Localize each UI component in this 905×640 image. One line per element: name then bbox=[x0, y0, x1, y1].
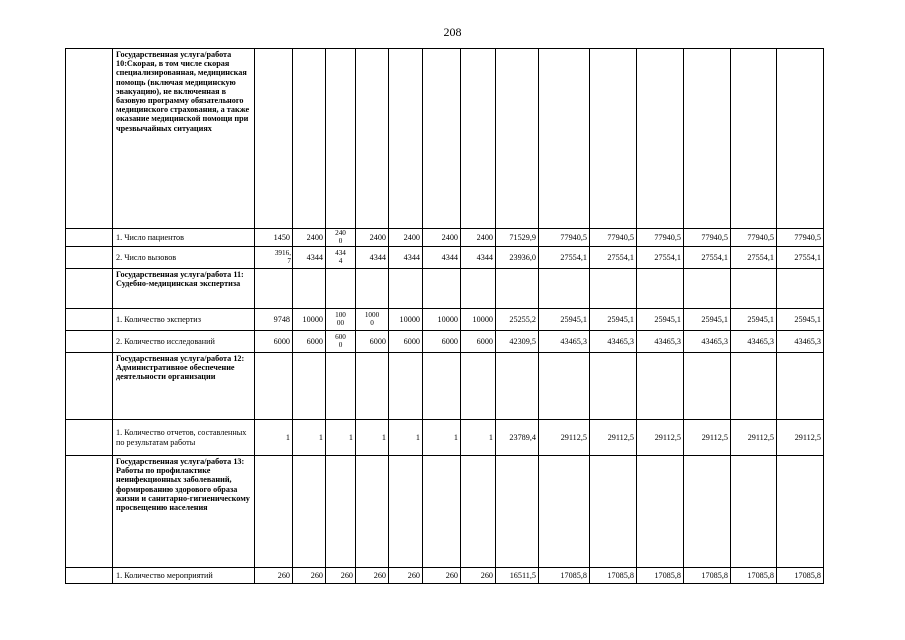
blank-cell bbox=[637, 49, 684, 229]
blank-cell bbox=[326, 353, 356, 420]
value-cell: 1 bbox=[461, 420, 496, 456]
value-cell: 1 bbox=[255, 420, 293, 456]
value-cell: 2400 bbox=[423, 229, 461, 247]
blank-cell bbox=[66, 247, 113, 269]
blank-cell bbox=[461, 269, 496, 309]
value-cell: 10000 bbox=[293, 309, 326, 331]
blank-cell bbox=[496, 353, 539, 420]
blank-cell bbox=[777, 49, 824, 229]
value-cell: 4344 bbox=[461, 247, 496, 269]
value-cell: 6000 bbox=[389, 331, 423, 353]
blank-cell bbox=[66, 49, 113, 229]
section-title: Государственная услуга/работа 13: Работы по профилактике неинфекционных заболеваний, формированию здорового образа жизни и санитарно-гигиеническому просвещению населения bbox=[113, 456, 255, 568]
indicator-label: 1. Количество экспертиз bbox=[113, 309, 255, 331]
blank-cell bbox=[777, 353, 824, 420]
table-row bbox=[66, 420, 824, 456]
blank-cell bbox=[777, 456, 824, 568]
value-cell: 71529,9 bbox=[496, 229, 539, 247]
blank-cell bbox=[731, 269, 777, 309]
value-cell: 1000 0 bbox=[356, 309, 389, 331]
blank-cell bbox=[66, 568, 113, 584]
blank-cell bbox=[326, 49, 356, 229]
value-cell: 43465,3 bbox=[637, 331, 684, 353]
blank-cell bbox=[389, 49, 423, 229]
value-cell: 260 bbox=[293, 568, 326, 584]
value-cell: 77940,5 bbox=[777, 229, 824, 247]
blank-cell bbox=[539, 49, 590, 229]
blank-cell bbox=[637, 269, 684, 309]
blank-cell bbox=[496, 49, 539, 229]
blank-cell bbox=[684, 49, 731, 229]
blank-cell bbox=[684, 353, 731, 420]
value-cell: 29112,5 bbox=[637, 420, 684, 456]
value-cell: 77940,5 bbox=[539, 229, 590, 247]
value-cell: 100 00 bbox=[326, 309, 356, 331]
value-cell: 4344 bbox=[356, 247, 389, 269]
section-title: Государственная услуга/работа 11: Судебно-медицинская экспертиза bbox=[113, 269, 255, 309]
value-cell: 260 bbox=[356, 568, 389, 584]
blank-cell bbox=[731, 353, 777, 420]
budget-table bbox=[65, 48, 824, 584]
indicator-label: 1. Количество отчетов, составленных по результатам работы bbox=[113, 420, 255, 456]
blank-cell bbox=[539, 353, 590, 420]
value-cell: 2400 bbox=[389, 229, 423, 247]
value-cell: 1 bbox=[423, 420, 461, 456]
blank-cell bbox=[356, 456, 389, 568]
blank-cell bbox=[590, 49, 637, 229]
value-cell: 25945,1 bbox=[539, 309, 590, 331]
table-row bbox=[66, 229, 824, 247]
indicator-label: 1. Число пациентов bbox=[113, 229, 255, 247]
value-cell: 29112,5 bbox=[539, 420, 590, 456]
value-cell: 260 bbox=[389, 568, 423, 584]
value-cell: 23789,4 bbox=[496, 420, 539, 456]
value-cell: 1450 bbox=[255, 229, 293, 247]
blank-cell bbox=[356, 353, 389, 420]
page-number: 208 bbox=[443, 25, 462, 39]
value-cell: 10000 bbox=[389, 309, 423, 331]
value-cell: 77940,5 bbox=[590, 229, 637, 247]
section-title: Государственная услуга/работа 12: Административное обеспечение деятельности организации bbox=[113, 353, 255, 420]
blank-cell bbox=[66, 229, 113, 247]
table-row bbox=[66, 247, 824, 269]
value-cell: 77940,5 bbox=[731, 229, 777, 247]
value-cell: 6000 bbox=[461, 331, 496, 353]
blank-cell bbox=[731, 49, 777, 229]
blank-cell bbox=[423, 269, 461, 309]
blank-cell bbox=[423, 456, 461, 568]
value-cell: 2400 bbox=[461, 229, 496, 247]
value-cell: 240 0 bbox=[326, 229, 356, 247]
blank-cell bbox=[684, 269, 731, 309]
blank-cell bbox=[356, 49, 389, 229]
value-cell: 1 bbox=[293, 420, 326, 456]
value-cell: 6000 bbox=[356, 331, 389, 353]
section-header-row bbox=[66, 456, 824, 568]
value-cell: 43465,3 bbox=[590, 331, 637, 353]
value-cell: 43465,3 bbox=[731, 331, 777, 353]
value-cell: 1 bbox=[356, 420, 389, 456]
blank-cell bbox=[461, 456, 496, 568]
value-cell: 77940,5 bbox=[684, 229, 731, 247]
value-cell: 1 bbox=[326, 420, 356, 456]
blank-cell bbox=[590, 456, 637, 568]
value-cell: 25255,2 bbox=[496, 309, 539, 331]
blank-cell bbox=[684, 456, 731, 568]
value-cell: 260 bbox=[255, 568, 293, 584]
value-cell: 6000 bbox=[255, 331, 293, 353]
value-cell: 25945,1 bbox=[684, 309, 731, 331]
blank-cell bbox=[389, 353, 423, 420]
blank-cell bbox=[461, 49, 496, 229]
blank-cell bbox=[293, 456, 326, 568]
blank-cell bbox=[777, 269, 824, 309]
section-header-row bbox=[66, 269, 824, 309]
value-cell: 6000 bbox=[293, 331, 326, 353]
value-cell: 6000 bbox=[423, 331, 461, 353]
blank-cell bbox=[423, 353, 461, 420]
blank-cell bbox=[731, 456, 777, 568]
value-cell: 17085,8 bbox=[590, 568, 637, 584]
blank-cell bbox=[389, 456, 423, 568]
blank-cell bbox=[496, 456, 539, 568]
value-cell: 27554,1 bbox=[777, 247, 824, 269]
value-cell: 25945,1 bbox=[637, 309, 684, 331]
indicator-label: 1. Количество мероприятий bbox=[113, 568, 255, 584]
blank-cell bbox=[590, 269, 637, 309]
blank-cell bbox=[255, 353, 293, 420]
blank-cell bbox=[66, 420, 113, 456]
value-cell: 600 0 bbox=[326, 331, 356, 353]
value-cell: 42309,5 bbox=[496, 331, 539, 353]
value-cell: 10000 bbox=[423, 309, 461, 331]
value-cell: 29112,5 bbox=[590, 420, 637, 456]
value-cell: 29112,5 bbox=[731, 420, 777, 456]
section-header-row bbox=[66, 49, 824, 229]
value-cell: 27554,1 bbox=[684, 247, 731, 269]
blank-cell bbox=[326, 456, 356, 568]
value-cell: 25945,1 bbox=[731, 309, 777, 331]
blank-cell bbox=[539, 269, 590, 309]
value-cell: 434 4 bbox=[326, 247, 356, 269]
blank-cell bbox=[66, 331, 113, 353]
value-cell: 27554,1 bbox=[637, 247, 684, 269]
value-cell: 3916, 7 bbox=[255, 247, 293, 269]
blank-cell bbox=[539, 456, 590, 568]
section-header-row bbox=[66, 353, 824, 420]
blank-cell bbox=[389, 269, 423, 309]
value-cell: 4344 bbox=[293, 247, 326, 269]
value-cell: 43465,3 bbox=[777, 331, 824, 353]
blank-cell bbox=[496, 269, 539, 309]
value-cell: 27554,1 bbox=[539, 247, 590, 269]
blank-cell bbox=[255, 456, 293, 568]
blank-cell bbox=[255, 269, 293, 309]
value-cell: 2400 bbox=[293, 229, 326, 247]
blank-cell bbox=[293, 353, 326, 420]
blank-cell bbox=[66, 309, 113, 331]
blank-cell bbox=[637, 353, 684, 420]
value-cell: 2400 bbox=[356, 229, 389, 247]
value-cell: 25945,1 bbox=[590, 309, 637, 331]
table-row bbox=[66, 331, 824, 353]
value-cell: 260 bbox=[423, 568, 461, 584]
value-cell: 10000 bbox=[461, 309, 496, 331]
section-title: Государственная услуга/работа 10:Скорая, в том числе скорая специализированная, медицинская помощь (включая медицинскую эвакуацию), не включенная в базовую программу обязательного медицинского страхования, а также оказание медицинской помощи при чрезвычайных ситуациях bbox=[113, 49, 255, 229]
blank-cell bbox=[293, 269, 326, 309]
value-cell: 77940,5 bbox=[637, 229, 684, 247]
blank-cell bbox=[590, 353, 637, 420]
value-cell: 260 bbox=[326, 568, 356, 584]
value-cell: 43465,3 bbox=[684, 331, 731, 353]
table-row bbox=[66, 309, 824, 331]
value-cell: 17085,8 bbox=[731, 568, 777, 584]
blank-cell bbox=[66, 353, 113, 420]
value-cell: 4344 bbox=[389, 247, 423, 269]
blank-cell bbox=[461, 353, 496, 420]
value-cell: 25945,1 bbox=[777, 309, 824, 331]
value-cell: 16511,5 bbox=[496, 568, 539, 584]
blank-cell bbox=[423, 49, 461, 229]
value-cell: 4344 bbox=[423, 247, 461, 269]
blank-cell bbox=[66, 456, 113, 568]
value-cell: 29112,5 bbox=[777, 420, 824, 456]
indicator-label: 2. Количество исследований bbox=[113, 331, 255, 353]
value-cell: 9748 bbox=[255, 309, 293, 331]
indicator-label: 2. Число вызовов bbox=[113, 247, 255, 269]
value-cell: 17085,8 bbox=[539, 568, 590, 584]
blank-cell bbox=[637, 456, 684, 568]
blank-cell bbox=[293, 49, 326, 229]
value-cell: 260 bbox=[461, 568, 496, 584]
value-cell: 1 bbox=[389, 420, 423, 456]
blank-cell bbox=[66, 269, 113, 309]
table-row bbox=[66, 568, 824, 584]
blank-cell bbox=[326, 269, 356, 309]
value-cell: 23936,0 bbox=[496, 247, 539, 269]
value-cell: 43465,3 bbox=[539, 331, 590, 353]
value-cell: 17085,8 bbox=[777, 568, 824, 584]
value-cell: 17085,8 bbox=[637, 568, 684, 584]
value-cell: 27554,1 bbox=[590, 247, 637, 269]
value-cell: 29112,5 bbox=[684, 420, 731, 456]
value-cell: 17085,8 bbox=[684, 568, 731, 584]
blank-cell bbox=[255, 49, 293, 229]
value-cell: 27554,1 bbox=[731, 247, 777, 269]
blank-cell bbox=[356, 269, 389, 309]
